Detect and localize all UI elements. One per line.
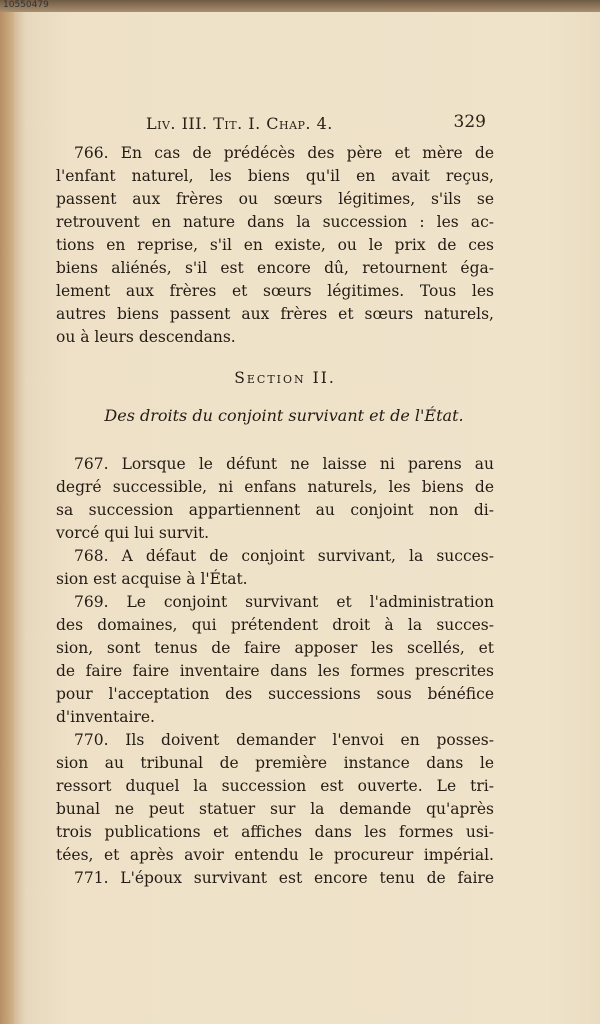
- section-title: Section II.: [234, 369, 336, 387]
- text-line: sion au tribunal de première instance dans le: [56, 754, 494, 772]
- text-line: de faire faire inventaire dans les formes prescrites: [56, 662, 494, 680]
- text-line: sion, sont tenus de faire apposer les scellés, et: [56, 639, 494, 657]
- text-line: autres biens passent aux frères et sœurs naturels,: [56, 305, 494, 323]
- running-title: Liv. III. Tit. I. Chap. 4.: [146, 114, 333, 133]
- article-768: [56, 545, 494, 591]
- text-line: vorcé qui lui survit.: [56, 524, 210, 542]
- text-line: 770. Ils doivent demander l'envoi en posses-: [74, 731, 494, 749]
- scan-label: 10550479: [3, 0, 49, 10]
- text-line: ressort duquel la succession est ouverte. Le tri-: [56, 777, 494, 795]
- text-line: 771. L'époux survivant est encore tenu de faire: [74, 869, 494, 887]
- text-line: degré successible, ni enfans naturels, les biens de: [56, 478, 494, 496]
- page-header: [146, 112, 492, 136]
- text-line: passent aux frères ou sœurs légitimes, s'ils se: [56, 190, 494, 208]
- text-line: 767. Lorsque le défunt ne laisse ni parens au: [74, 455, 494, 473]
- article-771: [56, 867, 494, 890]
- text-line: pour l'acceptation des successions sous bénéfice: [56, 685, 494, 703]
- text-line: l'enfant naturel, les biens qu'il en avait reçus,: [56, 167, 494, 185]
- text-line: bunal ne peut statuer sur la demande qu'après: [56, 800, 494, 818]
- text-line: retrouvent en nature dans la succession : les ac-: [56, 213, 494, 231]
- text-line: lement aux frères et sœurs légitimes. Tous les: [56, 282, 494, 300]
- book-spine-shadow: [0, 0, 14, 1024]
- page-number: 329: [453, 112, 486, 132]
- text-line: biens aliénés, s'il est encore dû, retournent éga-: [56, 259, 494, 277]
- article-769: [56, 591, 494, 729]
- text-line: sion est acquise à l'État.: [56, 570, 248, 588]
- text-line: tées, et après avoir entendu le procureur impérial.: [56, 846, 494, 864]
- text-line: d'inventaire.: [56, 708, 155, 726]
- text-line: 766. En cas de prédécès des père et mère de: [74, 144, 494, 162]
- text-line: trois publications et affiches dans les formes usi-: [56, 823, 494, 841]
- article-766: [56, 142, 494, 349]
- text-line: tions en reprise, s'il en existe, ou le prix de ces: [56, 236, 494, 254]
- scan-top-edge: [0, 0, 600, 12]
- article-767: [56, 453, 494, 545]
- text-line: 769. Le conjoint survivant et l'administration: [74, 593, 494, 611]
- text-line: ou à leurs descendans.: [56, 328, 236, 346]
- text-line: sa succession appartiennent au conjoint non di-: [56, 501, 494, 519]
- text-line: des domaines, qui prétendent droit à la succes-: [56, 616, 494, 634]
- text-line: 768. A défaut de conjoint survivant, la succes-: [74, 547, 494, 565]
- page-body: [56, 142, 494, 890]
- section-subtitle: Des droits du conjoint survivant et de l'État.: [104, 406, 464, 425]
- article-770: [56, 729, 494, 867]
